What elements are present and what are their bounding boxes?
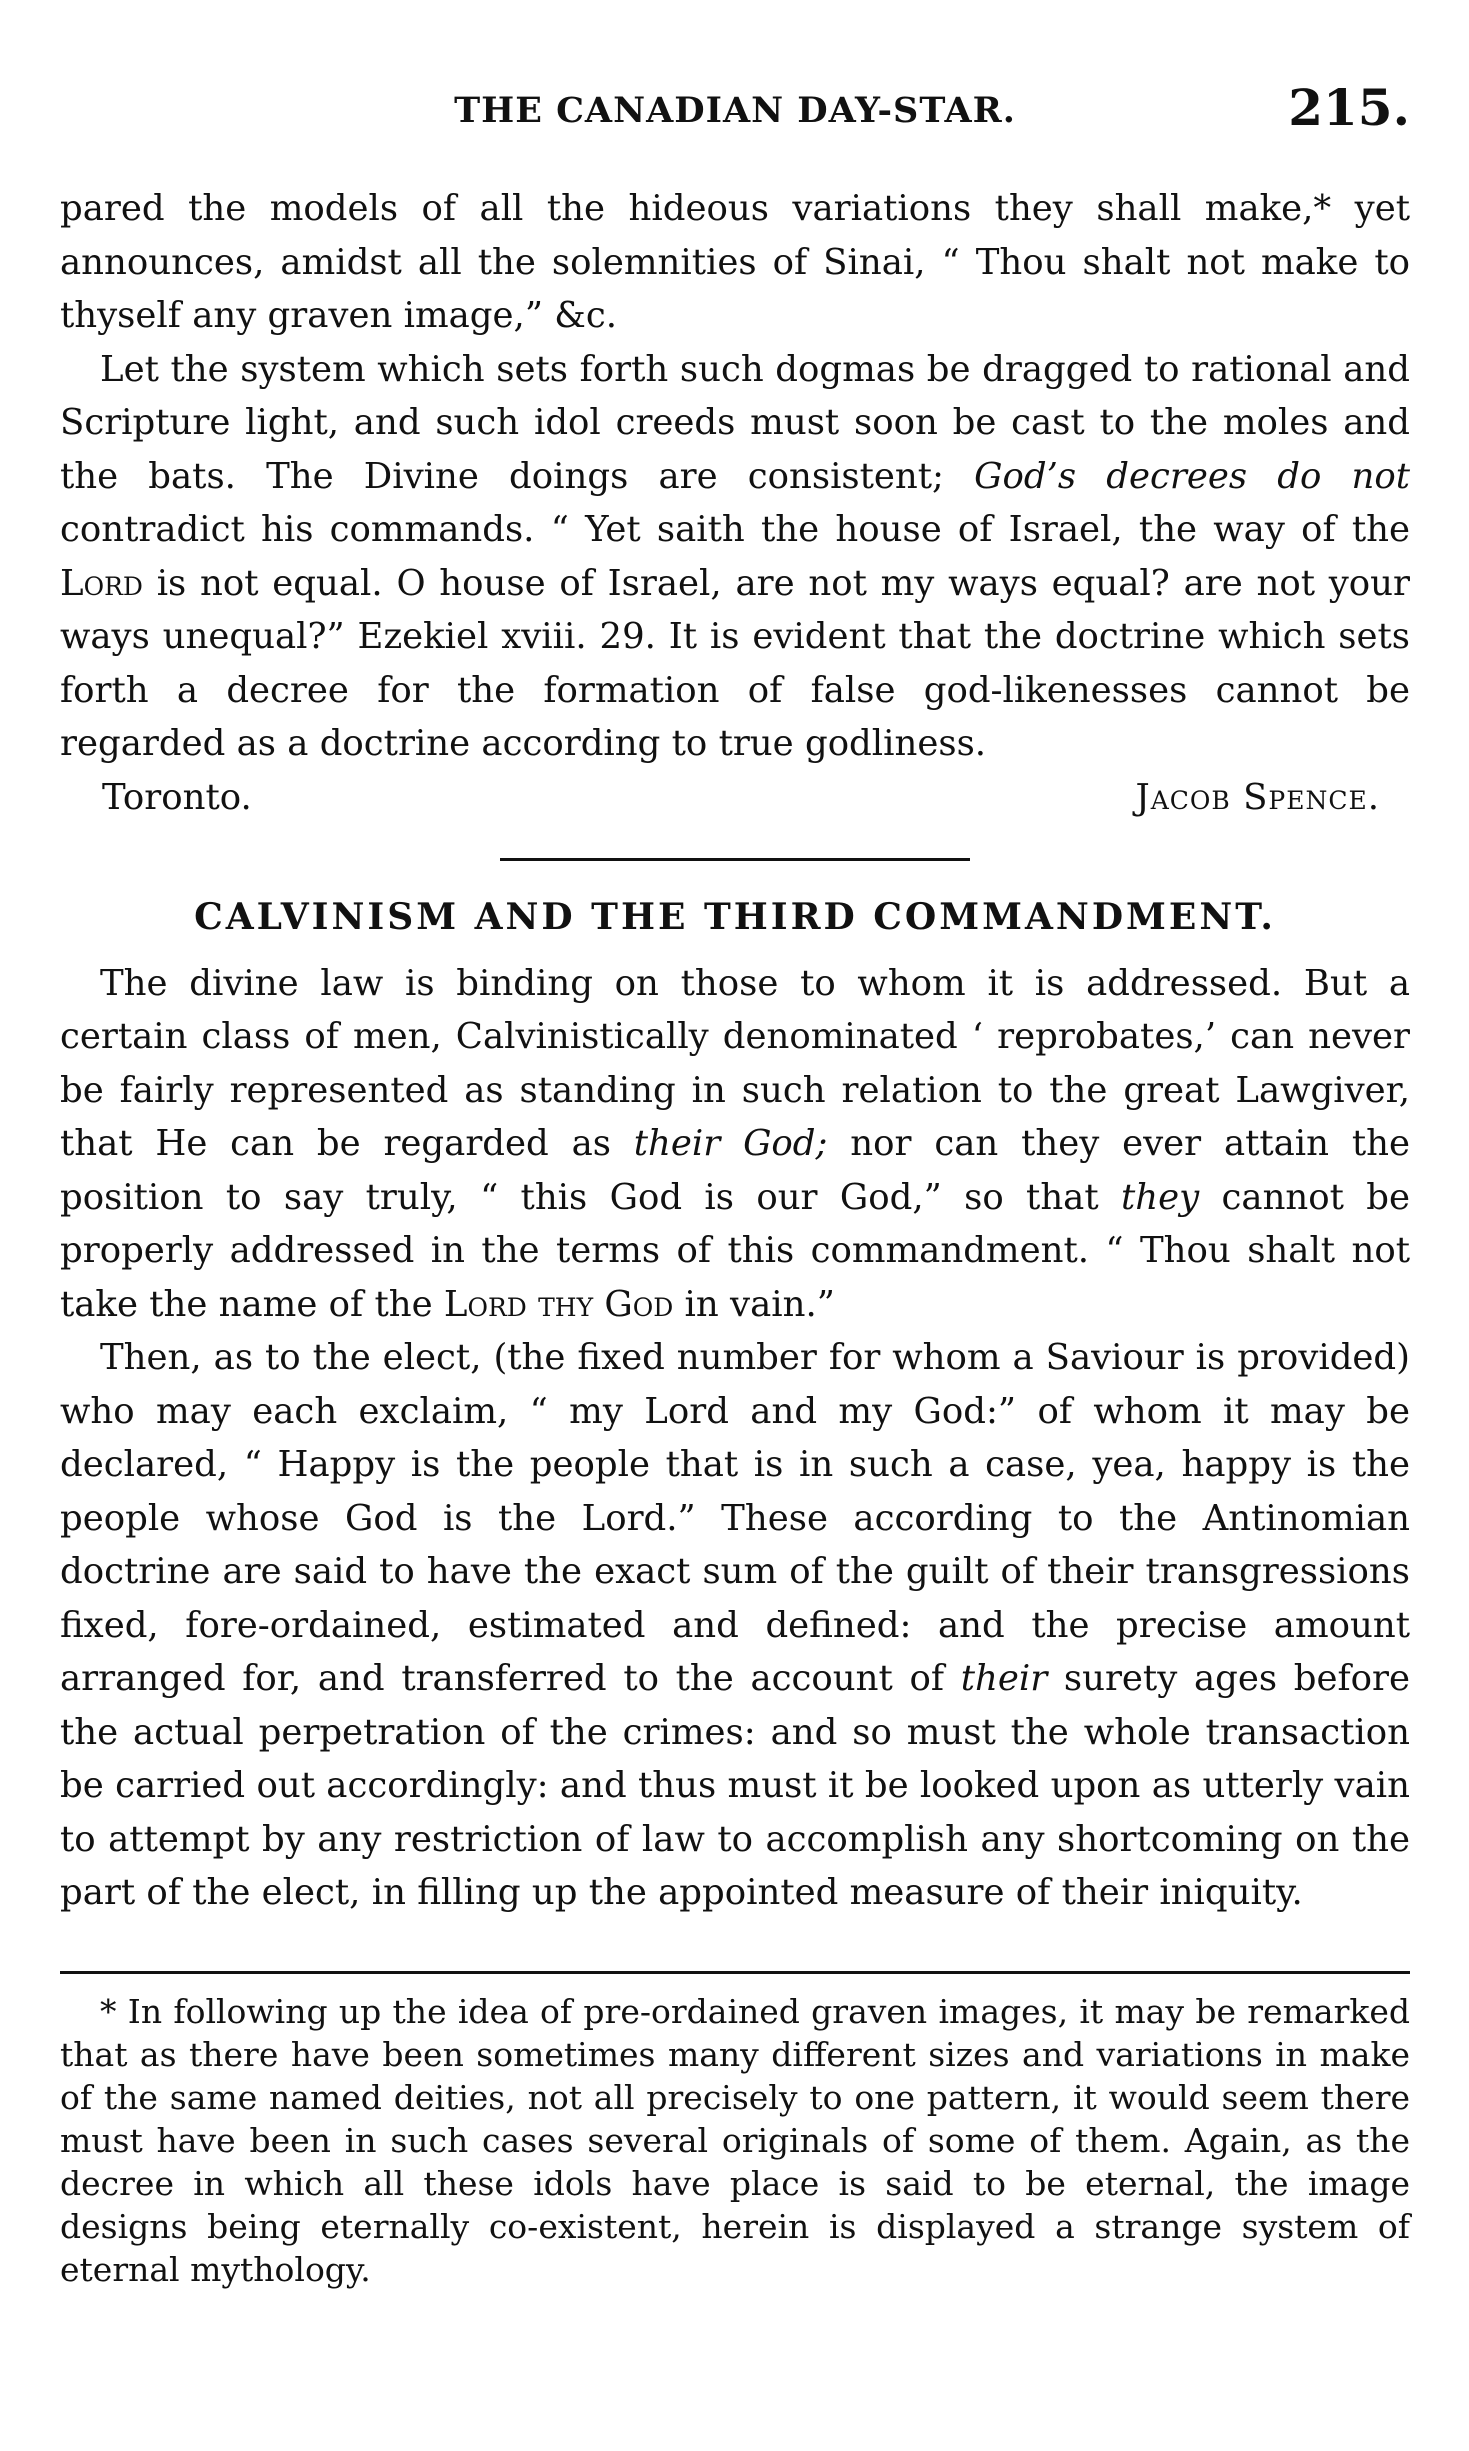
article-paragraph-2 [60,1331,1410,1920]
continued-paragraph [60,182,1410,343]
text-run: Let the system which sets forth such dogmas be dragged to rational and Scripture light, and such idol creeds must soon be cast to the moles and the bats. The Divine doings are consistent; [60,348,1410,497]
article-heading: CALVINISM AND THE THIRD COMMANDMENT. [194,896,1276,938]
footnote-text: * In following up the idea of pre-ordained graven images, it may be remarked that as there have been sometimes many different sizes and variations in make of the same named deities, not all precisely to one pattern, it would seem there must have been in such cases several originals of some of them. Again, as the decree in which all these idols have place is said to be eternal, the image designs being eternally co-existent, herein is displayed a strange system of eternal mythology. [60,1992,1410,2289]
page-number: 215. [1288,78,1410,137]
italic-run: they [1120,1176,1200,1218]
italic-run: their [960,1658,1048,1699]
section-divider [500,858,970,861]
paragraph-idol-creeds [60,343,1410,771]
text-run: in vain.” [673,1283,835,1325]
running-title: THE CANADIAN DAY-STAR. [454,90,1016,131]
small-caps-run: Lord [60,562,143,604]
small-caps-run: Lord thy God [443,1283,674,1325]
italic-run: God’s decrees do not [974,455,1411,497]
italic-run: their God; [633,1123,828,1164]
text-run: cannot be properly addressed in the terms of this commandment. “ Thou shalt not take the name of the [60,1176,1411,1325]
text-run: The divine law is binding on those to whom it is addressed. But a certain class of men, Calvinistically denominated ‘ reprobates,’ can never be fairly represented as standing in such relation to the great Lawgiver, that He can be regarded as [60,962,1410,1164]
article-paragraph-1 [60,957,1410,1332]
signature-line [60,771,1410,825]
text-run: is not equal. O house of Israel, are not my ways equal? are not your ways unequal?” Ezekiel xviii. 29. It is evident that the doctrine which sets forth a decree for the formation of false god-likenesses cannot be regarded as a doctrine according to true godliness. [60,562,1410,764]
body-text [60,182,1410,1920]
footnote [60,1990,1410,2291]
signature-author: Jacob Spence. [1135,776,1380,818]
text-run: Then, as to the elect, (the fixed number for whom a Saviour is provided) who may each exclaim, “ my Lord and my God:” of whom it may be declared, “ Happy is the people that is in such a case, yea, happy is the people whose God is the Lord.” These according to the Antinomian doctrine are said to have the exact sum of the guilt of their transgressions fixed, fore-ordained, estimated and defined: and the precise amount arranged for, and transferred to the account of [60,1337,1410,1699]
footnote-divider [60,1971,1410,1974]
running-head [60,78,1410,152]
text-run: nor can they ever attain the position to say truly, “ this God is our God,” so that [60,1123,1410,1218]
text-run: surety ages before the actual perpetration of the crimes: and so must the whole transaction be carried out accordingly: and thus must it be looked upon as utterly vain to attempt by any restriction of law to accomplish any shortcoming on the part of the elect, in filling up the appointed measure of their iniquity. [60,1658,1410,1913]
continued-text: pared the models of all the hideous variations they shall make,* yet announces, amidst all the solemnities of Sinai, “ Thou shalt not make to thyself any graven image,” &c. [60,188,1410,336]
text-run: contradict his commands. “ Yet saith the house of Israel, the way of the [60,509,1410,550]
signature-place: Toronto. [102,776,252,818]
